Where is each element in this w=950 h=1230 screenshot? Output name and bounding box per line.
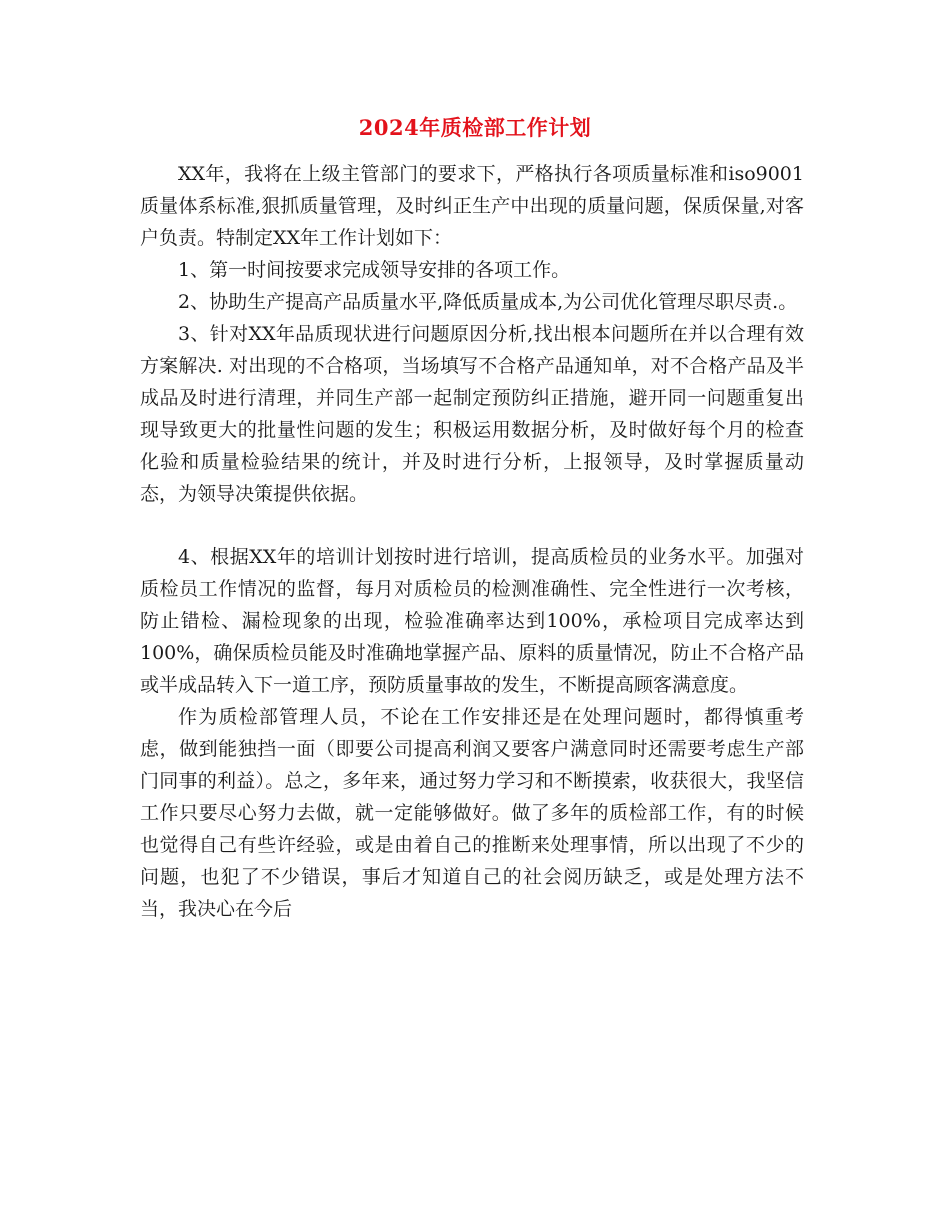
closing-paragraph: 作为质检部管理人员，不论在工作安排还是在处理问题时，都得慎重考虑，做到能独挡一面（即要公司提高利润又要客户满意同时还需要考虑生产部门同事的利益）。总之，多年来，通过努力学习和不断摸索，收获很大，我坚信工作只要尽心努力去做，就一定能够做好。做了多年的质检部工作，有的时候也觉得自己有些许经验，或是由着自己的推断来处理事情，所以出现了不少的问题，也犯了不少错误，事后才知道自己的社会阅历缺乏，或是处理方法不当，我决心在今后 — [140, 706, 804, 920]
paragraph-spacer — [140, 510, 804, 541]
intro-paragraph: XX年，我将在上级主管部门的要求下，严格执行各项质量标准和iso9001质量体系标准,狠抓质量管理，及时纠正生产中出现的质量问题，保质保量,对客户负责。特制定XX年工作计划如下： — [140, 163, 804, 249]
item-1-paragraph: 1、第一时间按要求完成领导安排的各项工作。 — [178, 259, 571, 281]
document-title: 2024年质检部工作计划 — [358, 115, 592, 140]
document-body — [140, 158, 804, 925]
item-4-paragraph: 4、根据XX年的培训计划按时进行培训，提高质检员的业务水平。加强对质检员工作情况的监督，每月对质检员的检测准确性、完全性进行一次考核，防止错检、漏检现象的出现，检验准确率达到100%，承检项目完成率达到100%，确保质检员能及时准确地掌握产品、原料的质量情况，防止不合格产品或半成品转入下一道工序，预防质量事故的发生，不断提高顾客满意度。 — [140, 546, 804, 696]
item-3-paragraph: 3、针对XX年品质现状进行问题原因分析,找出根本问题所在并以合理有效方案解决. 对出现的不合格项，当场填写不合格产品通知单，对不合格产品及半成品及时进行清理，并同生产部一起制定预防纠正措施，避开同一问题重复出现导致更大的批量性问题的发生；积极运用数据分析，及时做好每个月的检查化验和质量检验结果的统计，并及时进行分析，上报领导，及时掌握质量动态，为领导决策提供依据。 — [140, 323, 804, 505]
item-2-paragraph: 2、协助生产提高产品质量水平,降低质量成本,为公司优化管理尽职尽责.。 — [178, 291, 798, 313]
